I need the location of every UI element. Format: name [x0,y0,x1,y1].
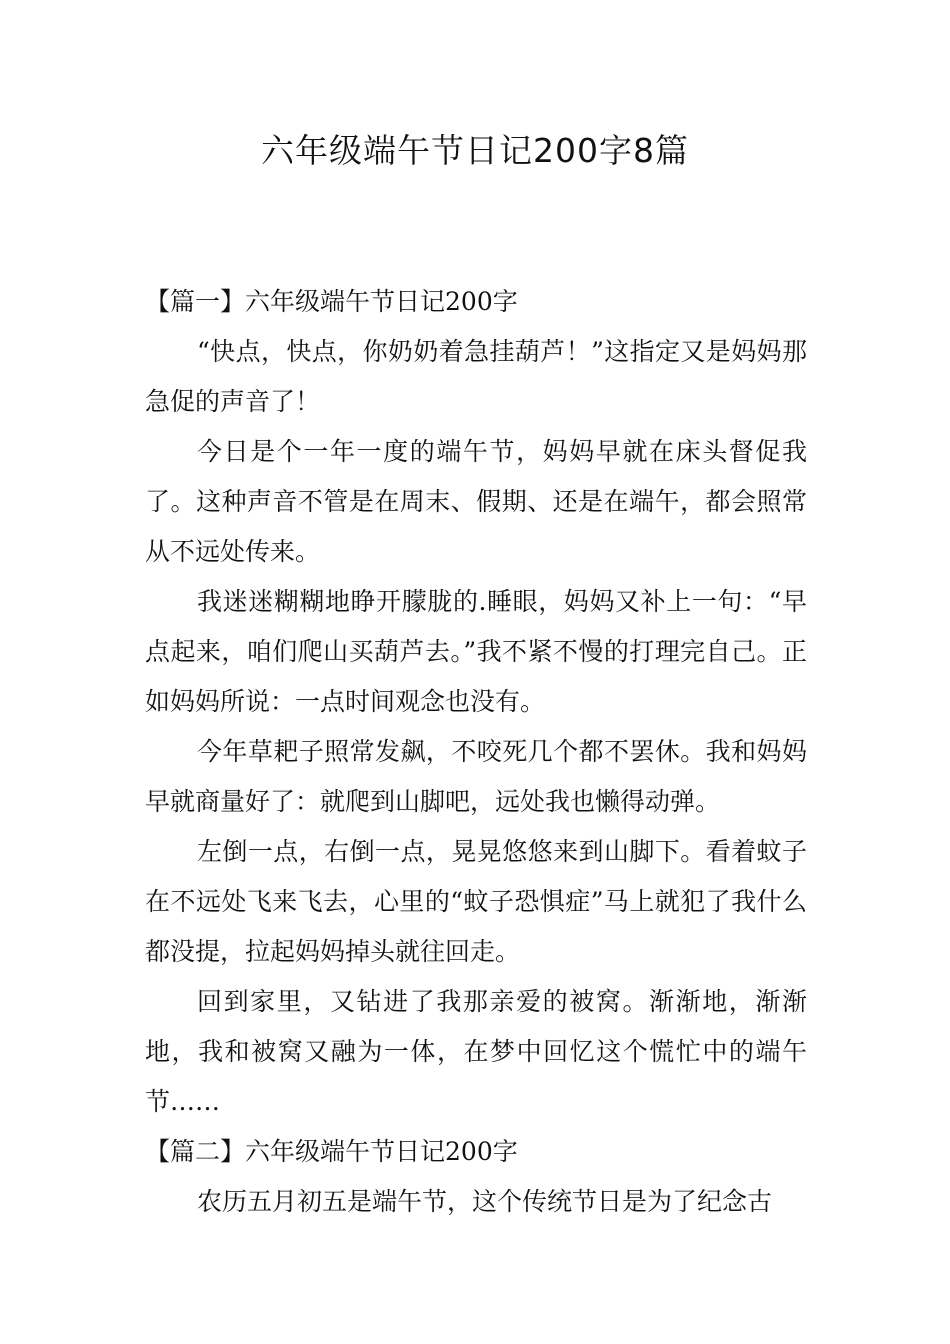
section-heading: 【篇一】六年级端午节日记200字 [145,287,518,316]
document-title: 六年级端午节日记200字8篇 [261,131,689,170]
paragraph: 我迷迷糊糊地睁开朦胧的.睡眼，妈妈又补上一句：“早点起来，咱们爬山买葫芦去。”我不紧不慢的打理完自己。正如妈妈所说：一点时间观念也没有。 [145,587,807,716]
section-1 [145,277,807,1127]
paragraph: 今年草耙子照常发飙，不咬死几个都不罢休。我和妈妈早就商量好了：就爬到山脚吧，远处我也懒得动弹。 [145,737,807,816]
section-2 [145,1127,807,1227]
paragraph: 回到家里，又钻进了我那亲爱的被窝。渐渐地，渐渐地，我和被窝又融为一体，在梦中回忆这个慌忙中的端午节…… [145,987,807,1116]
document-body [145,277,807,1227]
paragraph: “快点，快点，你奶奶着急挂葫芦！”这指定又是妈妈那急促的声音了！ [145,337,807,416]
section-heading: 【篇二】六年级端午节日记200字 [145,1137,518,1166]
paragraph: 农历五月初五是端午节，这个传统节日是为了纪念古 [197,1187,773,1216]
paragraph: 今日是个一年一度的端午节，妈妈早就在床头督促我了。这种声音不管是在周末、假期、还是在端午，都会照常从不远处传来。 [145,437,807,566]
paragraph: 左倒一点，右倒一点，晃晃悠悠来到山脚下。看着蚊子在不远处飞来飞去，心里的“蚊子恐惧症”马上就犯了我什么都没提，拉起妈妈掉头就往回走。 [145,837,807,966]
